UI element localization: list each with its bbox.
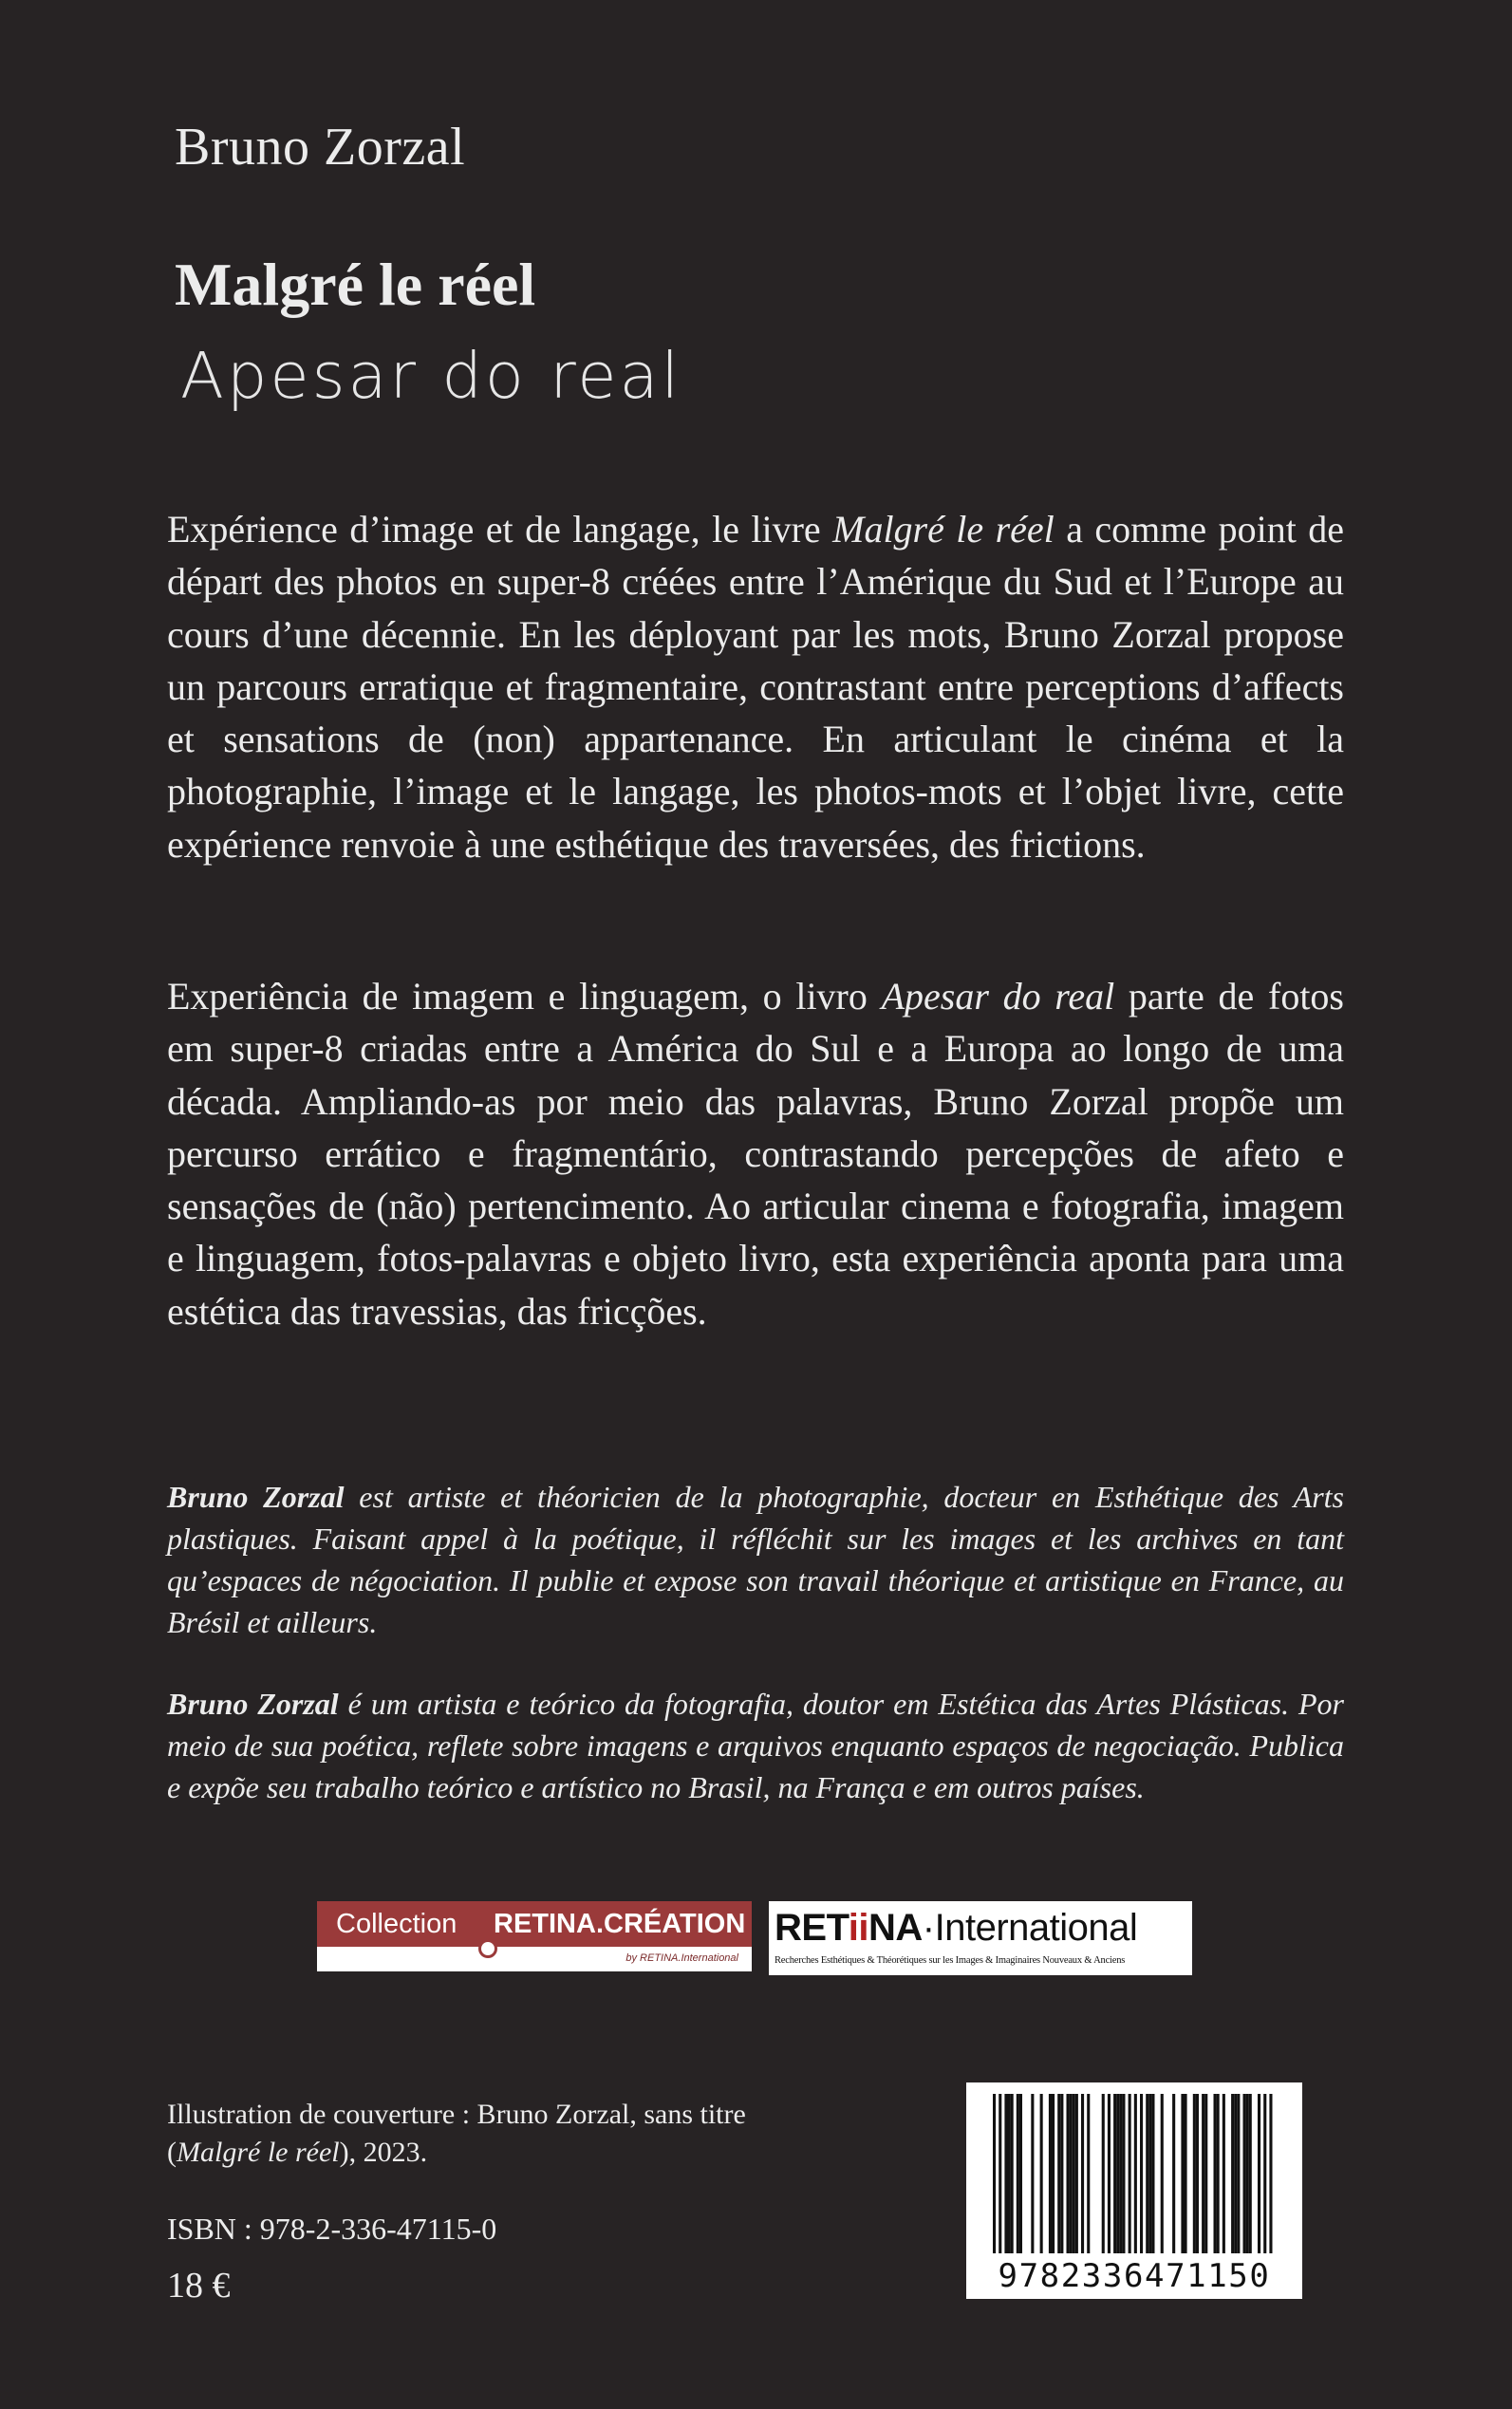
credit-line1: Illustration de couverture : Bruno Zorzal, sans titre bbox=[167, 2099, 746, 2130]
author-bio-french-text: est artiste et théoricien de la photographie, docteur en Esthétique des Arts plastiques. Faisant appel à la poétique, il réfléchit sur les images et les archives en tant qu’espaces de négociation. Il publie et expose son travail théorique et artistique en France, au Brésil et ailleurs. bbox=[167, 1480, 1345, 1639]
barcode-bar bbox=[1243, 2094, 1246, 2253]
barcode-bar bbox=[1217, 2094, 1220, 2253]
retina-ret: RET bbox=[775, 1907, 849, 1949]
credit-title: Malgré le réel bbox=[177, 2137, 340, 2168]
retina-ii: ii bbox=[848, 1907, 869, 1949]
barcode-bar bbox=[1019, 2094, 1022, 2253]
barcode-bar bbox=[1258, 2094, 1260, 2253]
blurb-french bbox=[167, 503, 1344, 870]
barcode-bar bbox=[1122, 2094, 1125, 2253]
retina-international-subtitle: Recherches Esthétiques & Théorétiques sur les Images & Imaginaires Nouveaux & Anciens bbox=[775, 1955, 1126, 1966]
barcode-bar bbox=[1052, 2094, 1055, 2253]
barcode-bar bbox=[993, 2094, 996, 2253]
blurb-portuguese-part2: parte de fotos em super-8 criadas entre a América do Sul e a Europa ao longo de uma década. Ampliando-as por meio das palavras, Bruno Zorzal propõe um percurso errático e fragmentário, contrastando percepções de afeto e sensações de (não) pertencimento. Ao articular cinema e fotografia, imagem e linguagem, fotos-palavras e objeto livro, esta experiência aponta para uma estética das travessias, das fricções. bbox=[167, 975, 1344, 1333]
barcode-bar bbox=[1146, 2094, 1148, 2253]
barcode-bar bbox=[1102, 2094, 1105, 2253]
credit-tail: ), 2023. bbox=[339, 2137, 428, 2168]
barcode-bar bbox=[1008, 2094, 1011, 2253]
barcode-bar bbox=[1087, 2094, 1090, 2253]
barcode-bar bbox=[999, 2094, 1001, 2253]
blurb-portuguese bbox=[167, 970, 1344, 1337]
barcode-bar bbox=[1185, 2094, 1187, 2253]
barcode-bar bbox=[1116, 2094, 1119, 2253]
blurb-portuguese-part1: Experiência de imagem e linguagem, o livro bbox=[167, 975, 882, 1018]
book-title-french: Malgré le réel bbox=[175, 251, 536, 318]
isbn: ISBN : 978-2-336-47115-0 bbox=[167, 2212, 497, 2246]
retina-international-suffix: ·International bbox=[922, 1907, 1138, 1949]
barcode-bar bbox=[1181, 2094, 1184, 2253]
barcode-bar bbox=[1067, 2094, 1070, 2253]
collection-logo-label: Collection bbox=[336, 1909, 457, 1939]
barcode-bar bbox=[1060, 2094, 1063, 2253]
barcode-bar bbox=[1140, 2094, 1143, 2253]
barcode-bar bbox=[1223, 2094, 1225, 2253]
barcode-bar bbox=[1172, 2094, 1175, 2253]
barcode-bar bbox=[1073, 2094, 1075, 2253]
price: 18 € bbox=[167, 2266, 231, 2306]
author-bio-portuguese-text: é um artista e teórico da fotografia, doutor em Estética das Artes Plásticas. Por meio de sua poética, reflete sobre imagens e arquivos enquanto espaços de negociação. Publica e expõe seu trabalho teórico e artístico no Brasil, na França e em outros países. bbox=[167, 1687, 1345, 1804]
collection-retina-creation-logo bbox=[317, 1901, 752, 1971]
barcode-bar bbox=[1075, 2094, 1078, 2253]
book-title-portuguese: Apesar do real bbox=[180, 339, 682, 413]
barcode-bar bbox=[1231, 2094, 1234, 2253]
collection-logo-name: RETINA.CRÉATION bbox=[494, 1909, 746, 1939]
barcode-bar bbox=[1129, 2094, 1131, 2253]
barcode-bar bbox=[1193, 2094, 1196, 2253]
barcode-bar bbox=[1214, 2094, 1217, 2253]
barcode-bar bbox=[1148, 2094, 1151, 2253]
barcode-bar bbox=[1204, 2094, 1207, 2253]
author-bio-portuguese bbox=[167, 1683, 1344, 1808]
barcode-bar bbox=[1234, 2094, 1237, 2253]
blurb-french-part2: a comme point de départ des photos en super-8 créées entre l’Amérique du Sud et l’Europe au cours d’une décennie. En les déployant par les mots, Bruno Zorzal propose un parcours erratique et fragmentaire, contrastant entre perceptions d’affects et sensations de (non) appartenance. En articulant le cinéma et la photographie, l’image et le langage, les photos-mots et l’objet livre, cette expérience renvoie à une esthétique des traversées, des frictions. bbox=[167, 508, 1344, 866]
barcode-bar bbox=[1263, 2094, 1266, 2253]
credit-paren-open: ( bbox=[167, 2137, 177, 2168]
author-bio-portuguese-name: Bruno Zorzal bbox=[167, 1687, 339, 1721]
blurb-french-part1: Expérience d’image et de langage, le livre bbox=[167, 508, 833, 551]
barcode-bar bbox=[1017, 2094, 1019, 2253]
barcode-bar bbox=[1202, 2094, 1204, 2253]
barcode-digits: 9782336471150 bbox=[998, 2257, 1271, 2295]
barcode-bar bbox=[1040, 2094, 1043, 2253]
barcode-bar bbox=[1249, 2094, 1252, 2253]
barcode-bar bbox=[1004, 2094, 1007, 2253]
retina-na: NA bbox=[868, 1907, 923, 1949]
retina-international-wordmark bbox=[775, 1903, 1137, 1952]
author-bio-french-name: Bruno Zorzal bbox=[167, 1480, 345, 1514]
barcode-bar bbox=[1108, 2094, 1111, 2253]
barcode-bar bbox=[1246, 2094, 1249, 2253]
blurb-portuguese-title: Apesar do real bbox=[881, 975, 1115, 1018]
barcode-bar bbox=[1237, 2094, 1240, 2253]
blurb-french-title: Malgré le réel bbox=[832, 508, 1055, 551]
collection-logo-by: by RETINA.International bbox=[625, 1952, 738, 1964]
author-bio-french bbox=[167, 1476, 1344, 1643]
cover-illustration-credit bbox=[167, 2096, 746, 2172]
barcode-bar bbox=[1070, 2094, 1073, 2253]
barcode-bar bbox=[1134, 2094, 1137, 2253]
barcode-bar bbox=[1057, 2094, 1060, 2253]
barcode bbox=[966, 2082, 1302, 2299]
barcode-bar bbox=[1151, 2094, 1154, 2253]
barcode-bar bbox=[1113, 2094, 1116, 2253]
barcode-bar bbox=[1196, 2094, 1199, 2253]
barcode-bar bbox=[1161, 2094, 1164, 2253]
barcode-bar bbox=[1011, 2094, 1014, 2253]
barcode-bar bbox=[1269, 2094, 1272, 2253]
barcode-bar bbox=[1119, 2094, 1122, 2253]
author-name: Bruno Zorzal bbox=[175, 118, 466, 177]
retina-international-logo bbox=[769, 1901, 1192, 1975]
barcode-bar bbox=[1049, 2094, 1052, 2253]
barcode-bar bbox=[1081, 2094, 1084, 2253]
barcode-bar bbox=[1031, 2094, 1034, 2253]
